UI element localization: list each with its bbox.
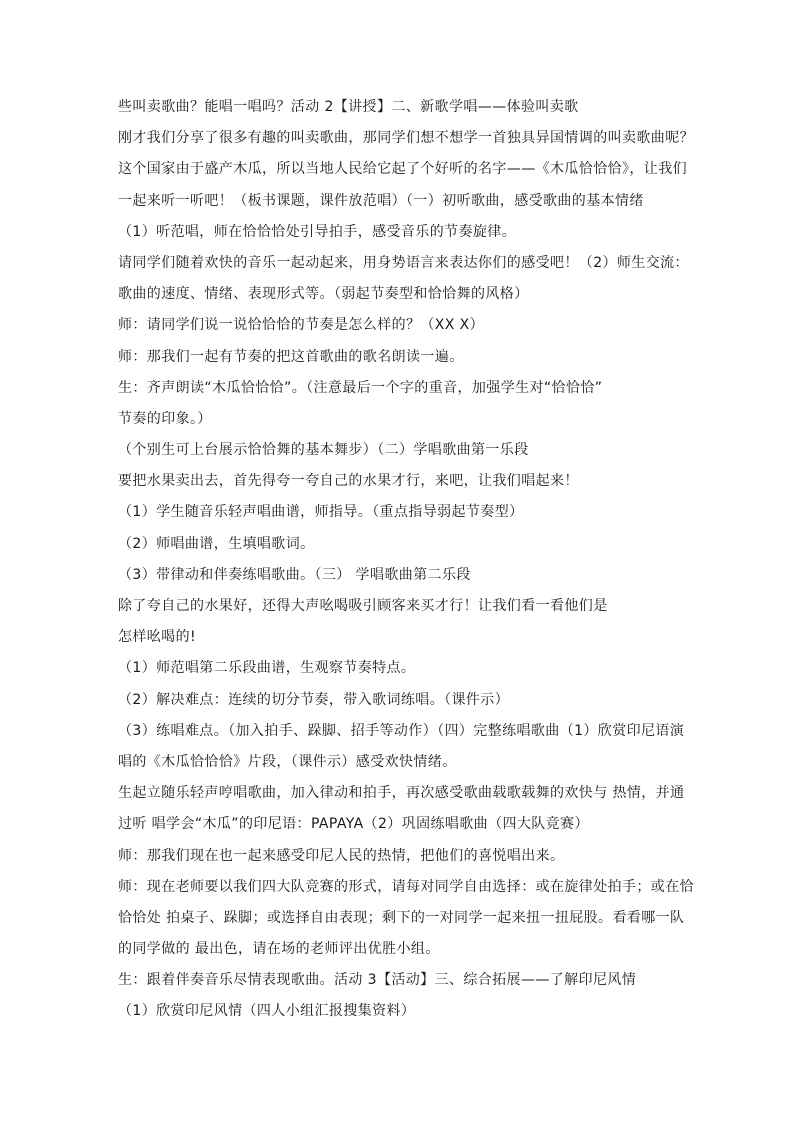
text-line: （3）练唱难点。（加入拍手、跺脚、招手等动作）（四）完整练唱歌曲（1）欣赏印尼语演	[118, 722, 685, 739]
text-line: 除了夸自己的水果好，还得大声吆喝吸引顾客来买才行！让我们看一看他们是	[118, 598, 608, 614]
text-line: 过听 唱学会“木瓜”的印尼语：PAPAYA（2）巩固练唱歌曲（四大队竞赛）	[118, 816, 589, 833]
text-line: 生：齐声朗读“木瓜恰恰恰”。（注意最后一个字的重音，加强学生对“恰恰恰”	[118, 379, 603, 396]
text-line: 的同学做的 最出色，请在场的老师评出优胜小组。	[118, 941, 440, 958]
text-line: 怎样吆喝的!	[118, 629, 197, 646]
text-line: 师：那我们一起有节奏的把这首歌曲的歌名朗读一遍。	[118, 348, 464, 365]
text-line: （1）欣赏印尼风情（四人小组汇报搜集资料）	[118, 1003, 416, 1020]
text-line: （3）带律动和伴奏练唱歌曲。（三） 学唱歌曲第二乐段	[118, 566, 471, 583]
text-line: 生起立随乐轻声哼唱歌曲，加入律动和拍手，再次感受歌曲载歌载舞的欢快与 热情，并通	[118, 785, 685, 802]
text-line: 唱的《木瓜恰恰恰》片段，（课件示）感受欢快情绪。	[118, 753, 457, 770]
text-line: 请同学们随着欢快的音乐一起动起来，用身势语言来表达你们的感受吧！（2）师生交流：	[118, 254, 689, 271]
text-line: 一起来听一听吧！（板书课题，课件放范唱）（一）初听歌曲，感受歌曲的基本情绪	[118, 192, 644, 209]
text-line: 师：请同学们说一说恰恰恰的节奏是怎么样的？（XX X）	[118, 317, 485, 334]
text-line: （1）师范唱第二乐段曲谱，生观察节奏特点。	[118, 660, 416, 677]
text-line: （2）解决难点：连续的切分节奏，带入歌词练唱。（课件示）	[118, 691, 510, 708]
text-line: （1）学生随音乐轻声唱曲谱，师指导。（重点指导弱起节奏型）	[118, 504, 524, 521]
text-line: 恰恰处 拍桌子、跺脚；或选择自由表现；剩下的一对同学一起来扭一扭屁股。看看哪一队	[118, 909, 685, 926]
text-line: 师：那我们现在也一起来感受印尼人民的热情，把他们的喜悦唱出来。	[118, 847, 565, 864]
text-line: 些叫卖歌曲？能唱一唱吗？活动 2【讲授】二、新歌学唱——体验叫卖歌	[118, 99, 579, 115]
text-line: 这个国家由于盛产木瓜，所以当地人民给它起了个好听的名字——《木瓜恰恰恰》，让我们	[118, 161, 687, 178]
text-line: （个别生可上台展示恰恰舞的基本舞步）（二）学唱歌曲第一乐段	[118, 442, 529, 459]
text-line: 生：跟着伴奏音乐尽情表现歌曲。活动 3【活动】三、综合拓展——了解印尼风情	[118, 972, 637, 989]
text-line: 师：现在老师要以我们四大队竞赛的形式，请每对同学自由选择：或在旋律处拍手；或在恰	[118, 878, 694, 895]
text-line: 刚才我们分享了很多有趣的叫卖歌曲，那同学们想不想学一首独具异国情调的叫卖歌曲呢？	[118, 130, 694, 147]
text-line: 要把水果卖出去，首先得夸一夸自己的水果才行，来吧，让我们唱起来！	[118, 473, 579, 490]
text-line: （2）师唱曲谱，生填唱歌词。	[118, 535, 315, 552]
text-line: 歌曲的速度、情绪、表现形式等。（弱起节奏型和恰恰舞的风格）	[118, 286, 529, 303]
document-body	[118, 97, 694, 1033]
text-line: （1）听范唱，师在恰恰恰处引导拍手，感受音乐的节奏旋律。	[118, 223, 517, 240]
text-line: 节奏的印象。）	[118, 410, 212, 427]
